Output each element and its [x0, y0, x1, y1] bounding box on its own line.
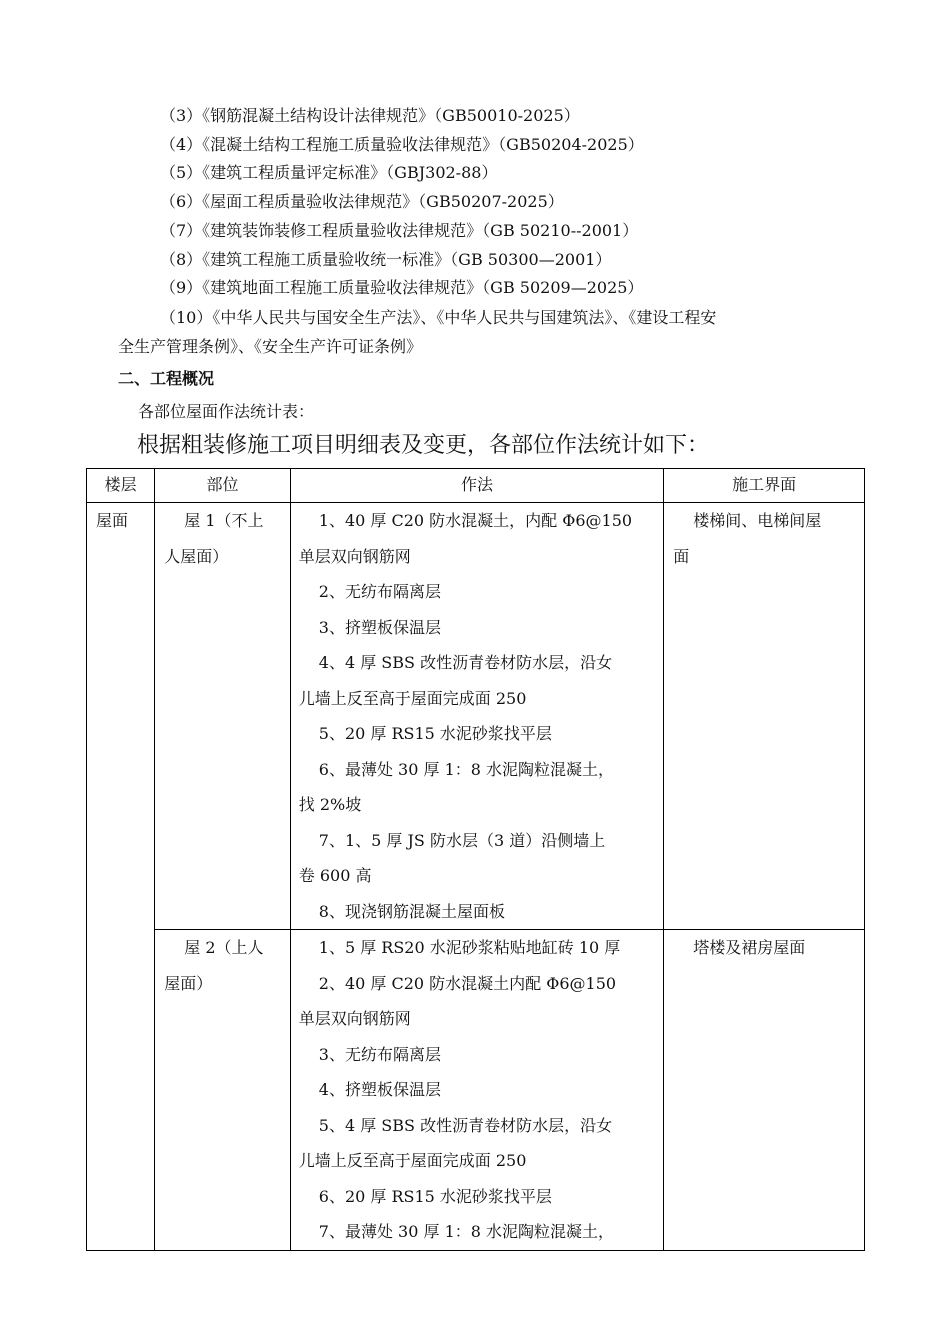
reference-10-line1: （10）《中华人民共与国安全生产法》、《中华人民共与国建筑法》、《建设工程安	[160, 308, 717, 327]
intro-line: 各部位屋面作法统计表：	[138, 402, 315, 421]
method-cell	[290, 930, 663, 1251]
table-row	[87, 930, 865, 1251]
part-line: 屋 1（不上	[184, 511, 264, 530]
method-line: 5、20 厚 RS15 水泥砂浆找平层	[318, 724, 552, 743]
method-line: 4、挤塑板保温层	[318, 1080, 441, 1099]
header-method: 作法	[290, 469, 663, 503]
part-cell	[155, 503, 291, 930]
table-header-row	[87, 469, 865, 503]
part-line: 屋 2（上人	[184, 938, 264, 957]
reference-item: （4）《混凝土结构工程施工质量验收法律规范》（GB50204-2025）	[160, 135, 644, 154]
reference-10-line2: 全生产管理条例》、《安全生产许可证条例》	[118, 337, 423, 356]
section-heading: 二、工程概况	[118, 369, 215, 388]
method-line: 单层双向钢筋网	[298, 1009, 411, 1028]
floor-label: 屋面	[96, 511, 129, 530]
summary-line: 根据粗装修施工项目明细表及变更，各部位作法统计如下：	[137, 433, 710, 458]
method-line: 4、4 厚 SBS 改性沥青卷材防水层，沿女	[318, 653, 613, 672]
reference-item: （7）《建筑装饰装修工程质量验收法律规范》（GB 50210--2001）	[160, 221, 639, 240]
method-line: 找 2%坡	[298, 795, 362, 814]
part-cell	[155, 930, 291, 1251]
interface-line: 塔楼及裙房屋面	[693, 938, 806, 957]
method-line: 儿墙上反至高于屋面完成面 250	[298, 1151, 527, 1170]
method-line: 7、1、5 厚 JS 防水层（3 道）沿侧墙上	[318, 830, 606, 850]
part-line: 人屋面）	[164, 546, 229, 566]
reference-item: （8）《建筑工程施工质量验收统一标准》（GB 50300—2001）	[160, 250, 612, 269]
reference-item: （5）《建筑工程质量评定标准》（GBJ302-88）	[160, 163, 498, 182]
method-line: 6、20 厚 RS15 水泥砂浆找平层	[318, 1186, 552, 1206]
floor-cell	[87, 503, 155, 1251]
method-line: 5、4 厚 SBS 改性沥青卷材防水层，沿女	[318, 1115, 613, 1135]
table-row	[87, 503, 865, 930]
header-floor: 楼层	[87, 469, 155, 503]
reference-item: （9）《建筑地面工程施工质量验收法律规范》（GB 50209—2025）	[160, 278, 644, 297]
method-line: 单层双向钢筋网	[298, 546, 411, 566]
method-line: 8、现浇钢筋混凝土屋面板	[318, 901, 505, 921]
interface-cell	[664, 503, 865, 930]
interface-cell	[664, 930, 865, 1251]
method-line: 1、5 厚 RS20 水泥砂浆粘贴地缸砖 10 厚	[318, 938, 621, 957]
method-line: 卷 600 高	[298, 866, 372, 885]
reference-item: （6）《屋面工程质量验收法律规范》（GB50207-2025）	[160, 192, 564, 211]
method-line: 3、挤塑板保温层	[318, 617, 441, 637]
part-line: 屋面）	[164, 973, 213, 993]
reference-item-10	[118, 303, 878, 361]
method-line: 7、最薄处 30 厚 1：8 水泥陶粒混凝土，	[318, 1222, 615, 1241]
interface-line: 楼梯间、电梯间屋	[693, 511, 822, 530]
method-line: 6、最薄处 30 厚 1：8 水泥陶粒混凝土，	[318, 759, 615, 779]
header-interface: 施工界面	[664, 469, 865, 503]
roof-method-table	[86, 468, 865, 1251]
header-part: 部位	[155, 469, 291, 503]
method-line: 1、40 厚 C20 防水混凝土，内配 Φ6@150	[318, 511, 633, 530]
method-line: 2、40 厚 C20 防水混凝土内配 Φ6@150	[318, 973, 617, 993]
interface-line: 面	[673, 546, 690, 566]
method-line: 儿墙上反至高于屋面完成面 250	[298, 688, 527, 708]
method-line: 3、无纺布隔离层	[318, 1044, 441, 1064]
method-cell	[290, 503, 663, 930]
reference-item: （3）《钢筋混凝土结构设计法律规范》（GB50010-2025）	[160, 106, 580, 125]
method-line: 2、无纺布隔离层	[318, 582, 441, 601]
